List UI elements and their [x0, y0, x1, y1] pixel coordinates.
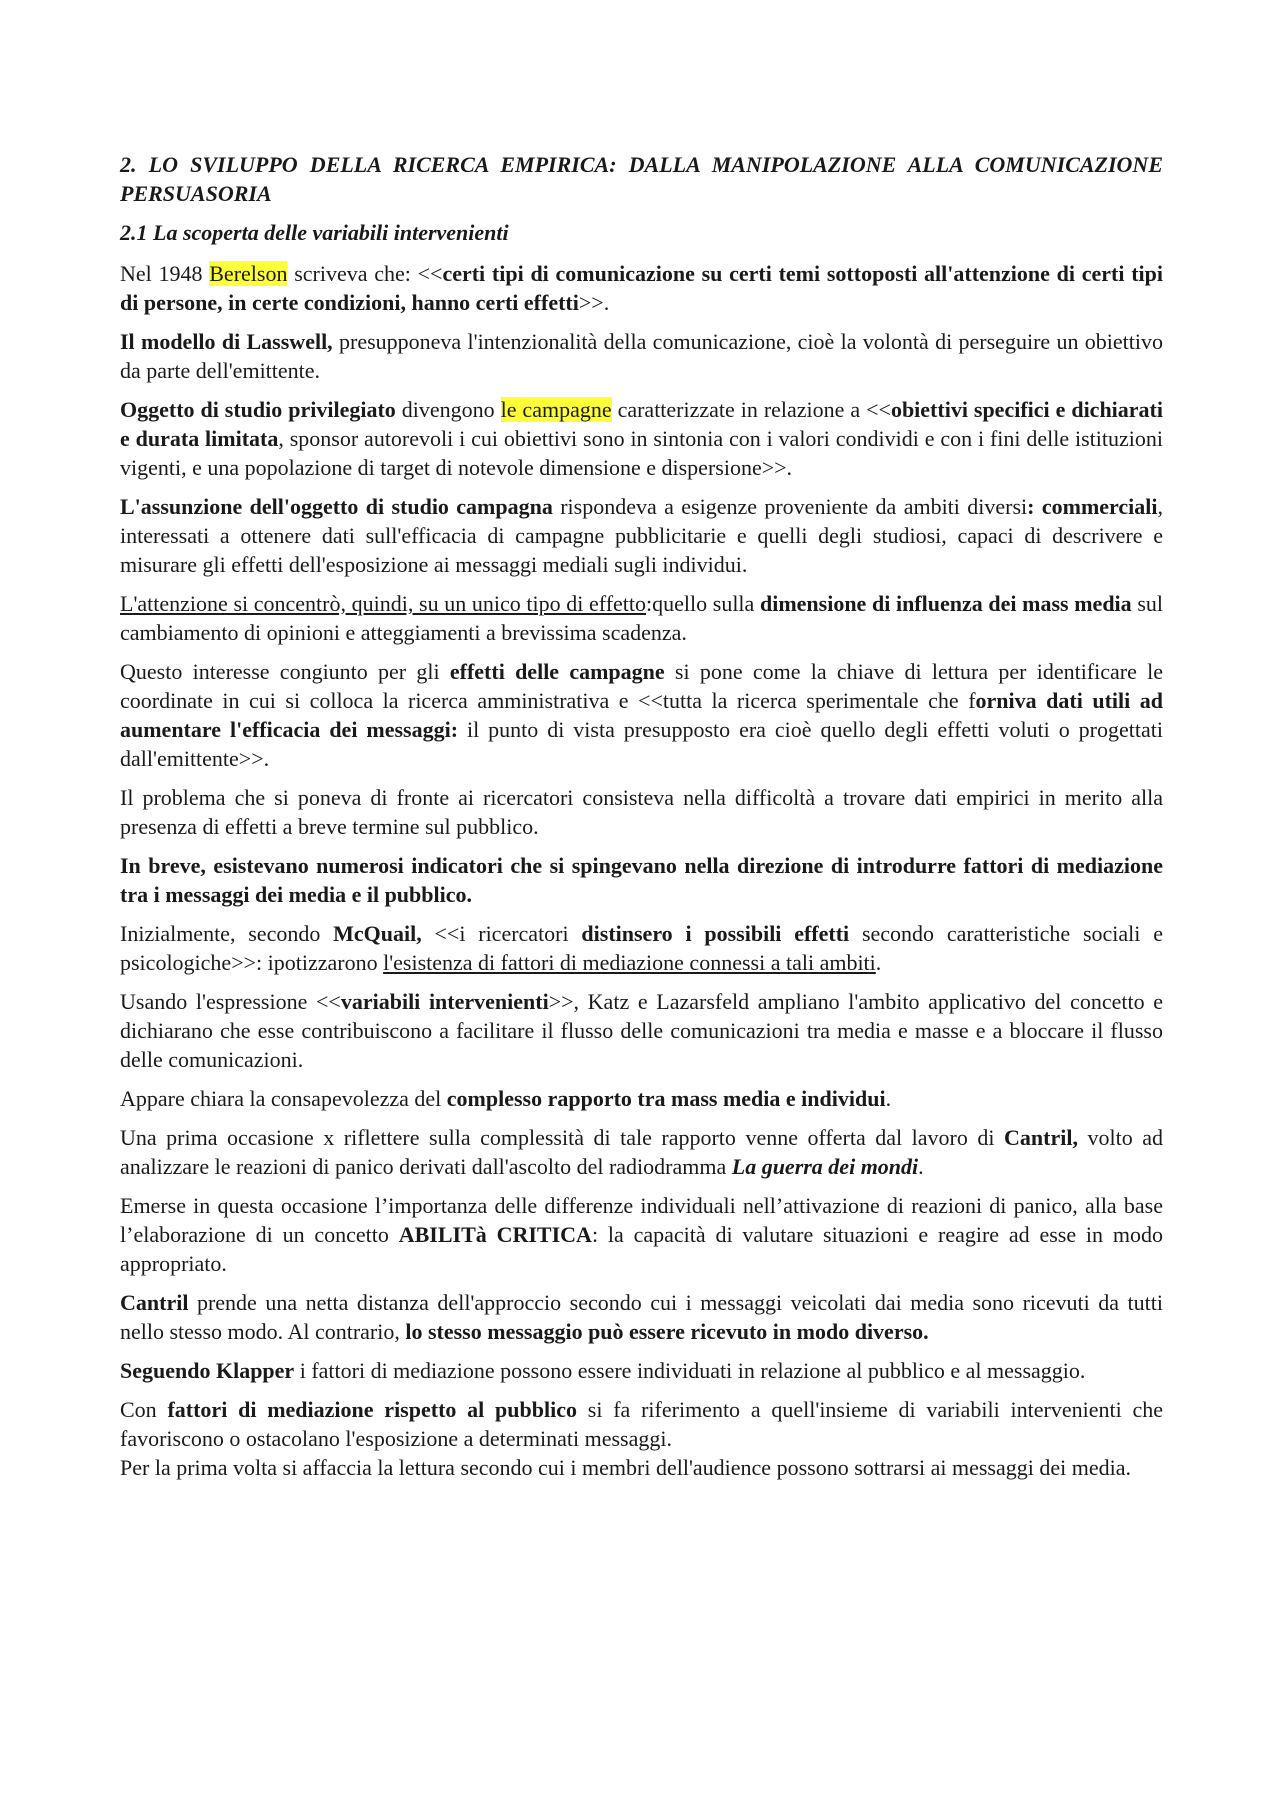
text-run: >>, Katz e Lazarsfeld ampliano l'ambito applicativo del concetto e dichiarano che esse contribuiscono a facilitare il flusso delle comunicazioni tra media e masse e a bloccare il flusso delle comunicazioni. — [120, 989, 1163, 1072]
bold-text: L'assunzione dell'oggetto di studio campagna — [120, 494, 553, 519]
paragraph — [120, 1123, 1163, 1181]
text-run: Per la prima volta si affaccia la lettura secondo cui i membri dell'audience possono sottrarsi ai messaggi dei media. — [120, 1455, 1131, 1480]
bold-text: obiettivi specifici e dichiarati e durata limitata — [120, 397, 1163, 451]
bold-text: Cantril, — [1004, 1125, 1078, 1150]
bold-text: Il modello di Lasswell, — [120, 329, 333, 354]
text-run: divengono — [395, 397, 501, 422]
text-run: Inizialmente, secondo — [120, 921, 334, 946]
text-run: . — [875, 950, 882, 975]
bold-text: Oggetto di studio privilegiato — [120, 397, 396, 422]
document-body — [120, 259, 1163, 1482]
paragraph — [120, 395, 1163, 482]
paragraph — [120, 783, 1163, 841]
paragraph — [120, 1288, 1163, 1346]
paragraph — [120, 327, 1163, 385]
text-run: . — [918, 1154, 924, 1179]
text-run: volto ad analizzare le reazioni di panico derivati dall'ascolto del radiodramma — [120, 1125, 1163, 1179]
bold-text: orniva dati utili ad aumentare l'efficacia dei messaggi: — [120, 688, 1164, 742]
highlighted-text: Berelson — [209, 261, 288, 286]
bold-italic-text: La guerra dei mondi — [731, 1154, 919, 1179]
text-run: presupponeva l'intenzionalità della comunicazione, cioè la volontà di perseguire un obiettivo da parte dell'emittente. — [120, 329, 1163, 383]
text-run: Emerse in questa occasione l’importanza delle differenze individuali nell’attivazione di reazioni di panico, alla base l’elaborazione di un concetto — [120, 1193, 1163, 1247]
paragraph — [120, 1191, 1163, 1278]
text-run: i fattori di mediazione possono essere individuati in relazione al pubblico e al messaggio. — [294, 1358, 1086, 1383]
text-run: Appare chiara la consapevolezza del — [120, 1086, 447, 1111]
text-run: sul cambiamento di opinioni e atteggiamenti a brevissima scadenza. — [120, 591, 1163, 645]
paragraph — [120, 589, 1163, 647]
text-run: Nel 1948 — [120, 261, 210, 286]
bold-text: : commerciali — [1027, 494, 1158, 519]
text-run: Una prima occasione x riflettere sulla complessità di tale rapporto venne offerta dal lavoro di — [120, 1125, 1004, 1150]
paragraph — [120, 919, 1163, 977]
highlighted-text: le campagne — [500, 397, 612, 422]
text-run: , sponsor autorevoli i cui obiettivi sono in sintonia con i valori condividi e con i fini delle istituzioni vigenti, e una popolazione di target di notevole dimensione e dispersione>>. — [120, 426, 1163, 480]
underlined-text: l'esistenza di fattori di mediazione connessi a tali ambiti — [383, 950, 876, 975]
bold-text: dimensione di influenza dei mass media — [759, 591, 1132, 616]
paragraph — [120, 851, 1163, 909]
paragraph — [120, 492, 1163, 579]
paragraph — [120, 1395, 1163, 1482]
bold-text: complesso rapporto tra mass media e individui — [446, 1086, 886, 1111]
bold-text: ABILITà CRITICA — [398, 1222, 592, 1247]
bold-text: fattori di mediazione rispetto al pubblico — [167, 1397, 577, 1422]
text-run: caratterizzate in relazione a << — [611, 397, 891, 422]
paragraph — [120, 987, 1163, 1074]
underlined-text: L'attenzione si concentrò, quindi, su un unico tipo di effetto — [120, 591, 647, 616]
document-page — [120, 150, 1163, 1492]
bold-text: certi tipi di comunicazione su certi temi sottoposti all'attenzione di certi tipi di persone, in certe condizioni, hanno certi effetti — [120, 261, 1164, 315]
text-run: rispondeva a esigenze proveniente da ambiti diversi — [552, 494, 1028, 519]
subsection-heading: 2.1 La scoperta delle variabili intervenienti — [120, 220, 509, 245]
bold-text: In breve, esistevano numerosi indicatori che si spingevano nella direzione di introdurre fattori di mediazione tra i messaggi dei media e il pubblico. — [120, 853, 1163, 907]
bold-text: McQuail, — [333, 921, 422, 946]
paragraph — [120, 657, 1163, 773]
text-run: Questo interesse congiunto per gli — [120, 659, 450, 684]
bold-text: effetti delle campagne — [449, 659, 665, 684]
text-run: Con — [120, 1397, 168, 1422]
text-run: il punto di vista presupposto era cioè quello degli effetti voluti o progettati dall'emittente>>. — [120, 717, 1163, 771]
paragraph — [120, 259, 1163, 317]
text-run: , interessati a ottenere dati sull'efficacia di campagne pubblicitarie e quelli degli studiosi, capaci di descrivere e misurare gli effetti dell'esposizione ai messaggi mediali sugli individui. — [120, 494, 1163, 577]
text-run: >>. — [578, 290, 610, 315]
text-run: . — [885, 1086, 892, 1111]
text-run: Usando l'espressione << — [120, 989, 341, 1014]
bold-text: lo stesso messaggio può essere ricevuto in modo diverso. — [405, 1319, 929, 1344]
section-heading: 2. LO SVILUPPO DELLA RICERCA EMPIRICA: DALLA MANIPOLAZIONE ALLA COMUNICAZIONE PERSUASORIA — [120, 152, 1163, 206]
paragraph — [120, 1356, 1163, 1385]
text-run: :quello sulla — [646, 591, 760, 616]
text-run: si pone come la chiave di lettura per identificare le coordinate in cui si colloca la ricerca amministrativa e <<tutta la ricerca sperimentale che f — [120, 659, 1163, 713]
bold-text: variabili intervenienti — [340, 989, 549, 1014]
text-run: si fa riferimento a quell'insieme di variabili intervenienti che favoriscono o ostacolano l'esposizione a determinati messaggi. — [120, 1397, 1163, 1451]
text-run: prende una netta distanza dell'approccio secondo cui i messaggi veicolati dai media sono ricevuti da tutti nello stesso modo. Al contrario, — [120, 1290, 1163, 1344]
text-run: Il problema che si poneva di fronte ai ricercatori consisteva nella difficoltà a trovare dati empirici in merito alla presenza di effetti a breve termine sul pubblico. — [120, 785, 1163, 839]
bold-text: distinsero i possibili effetti — [581, 921, 850, 946]
paragraph — [120, 1084, 1163, 1113]
text-run: secondo caratteristiche sociali e psicologiche>>: ipotizzarono — [120, 921, 1163, 975]
text-run: : la capacità di valutare situazioni e reagire ad esse in modo appropriato. — [120, 1222, 1163, 1276]
bold-text: Seguendo Klapper — [120, 1358, 295, 1383]
bold-text: Cantril — [120, 1290, 189, 1315]
text-run: scriveva che: << — [287, 261, 443, 286]
text-run: <<i ricercatori — [421, 921, 582, 946]
